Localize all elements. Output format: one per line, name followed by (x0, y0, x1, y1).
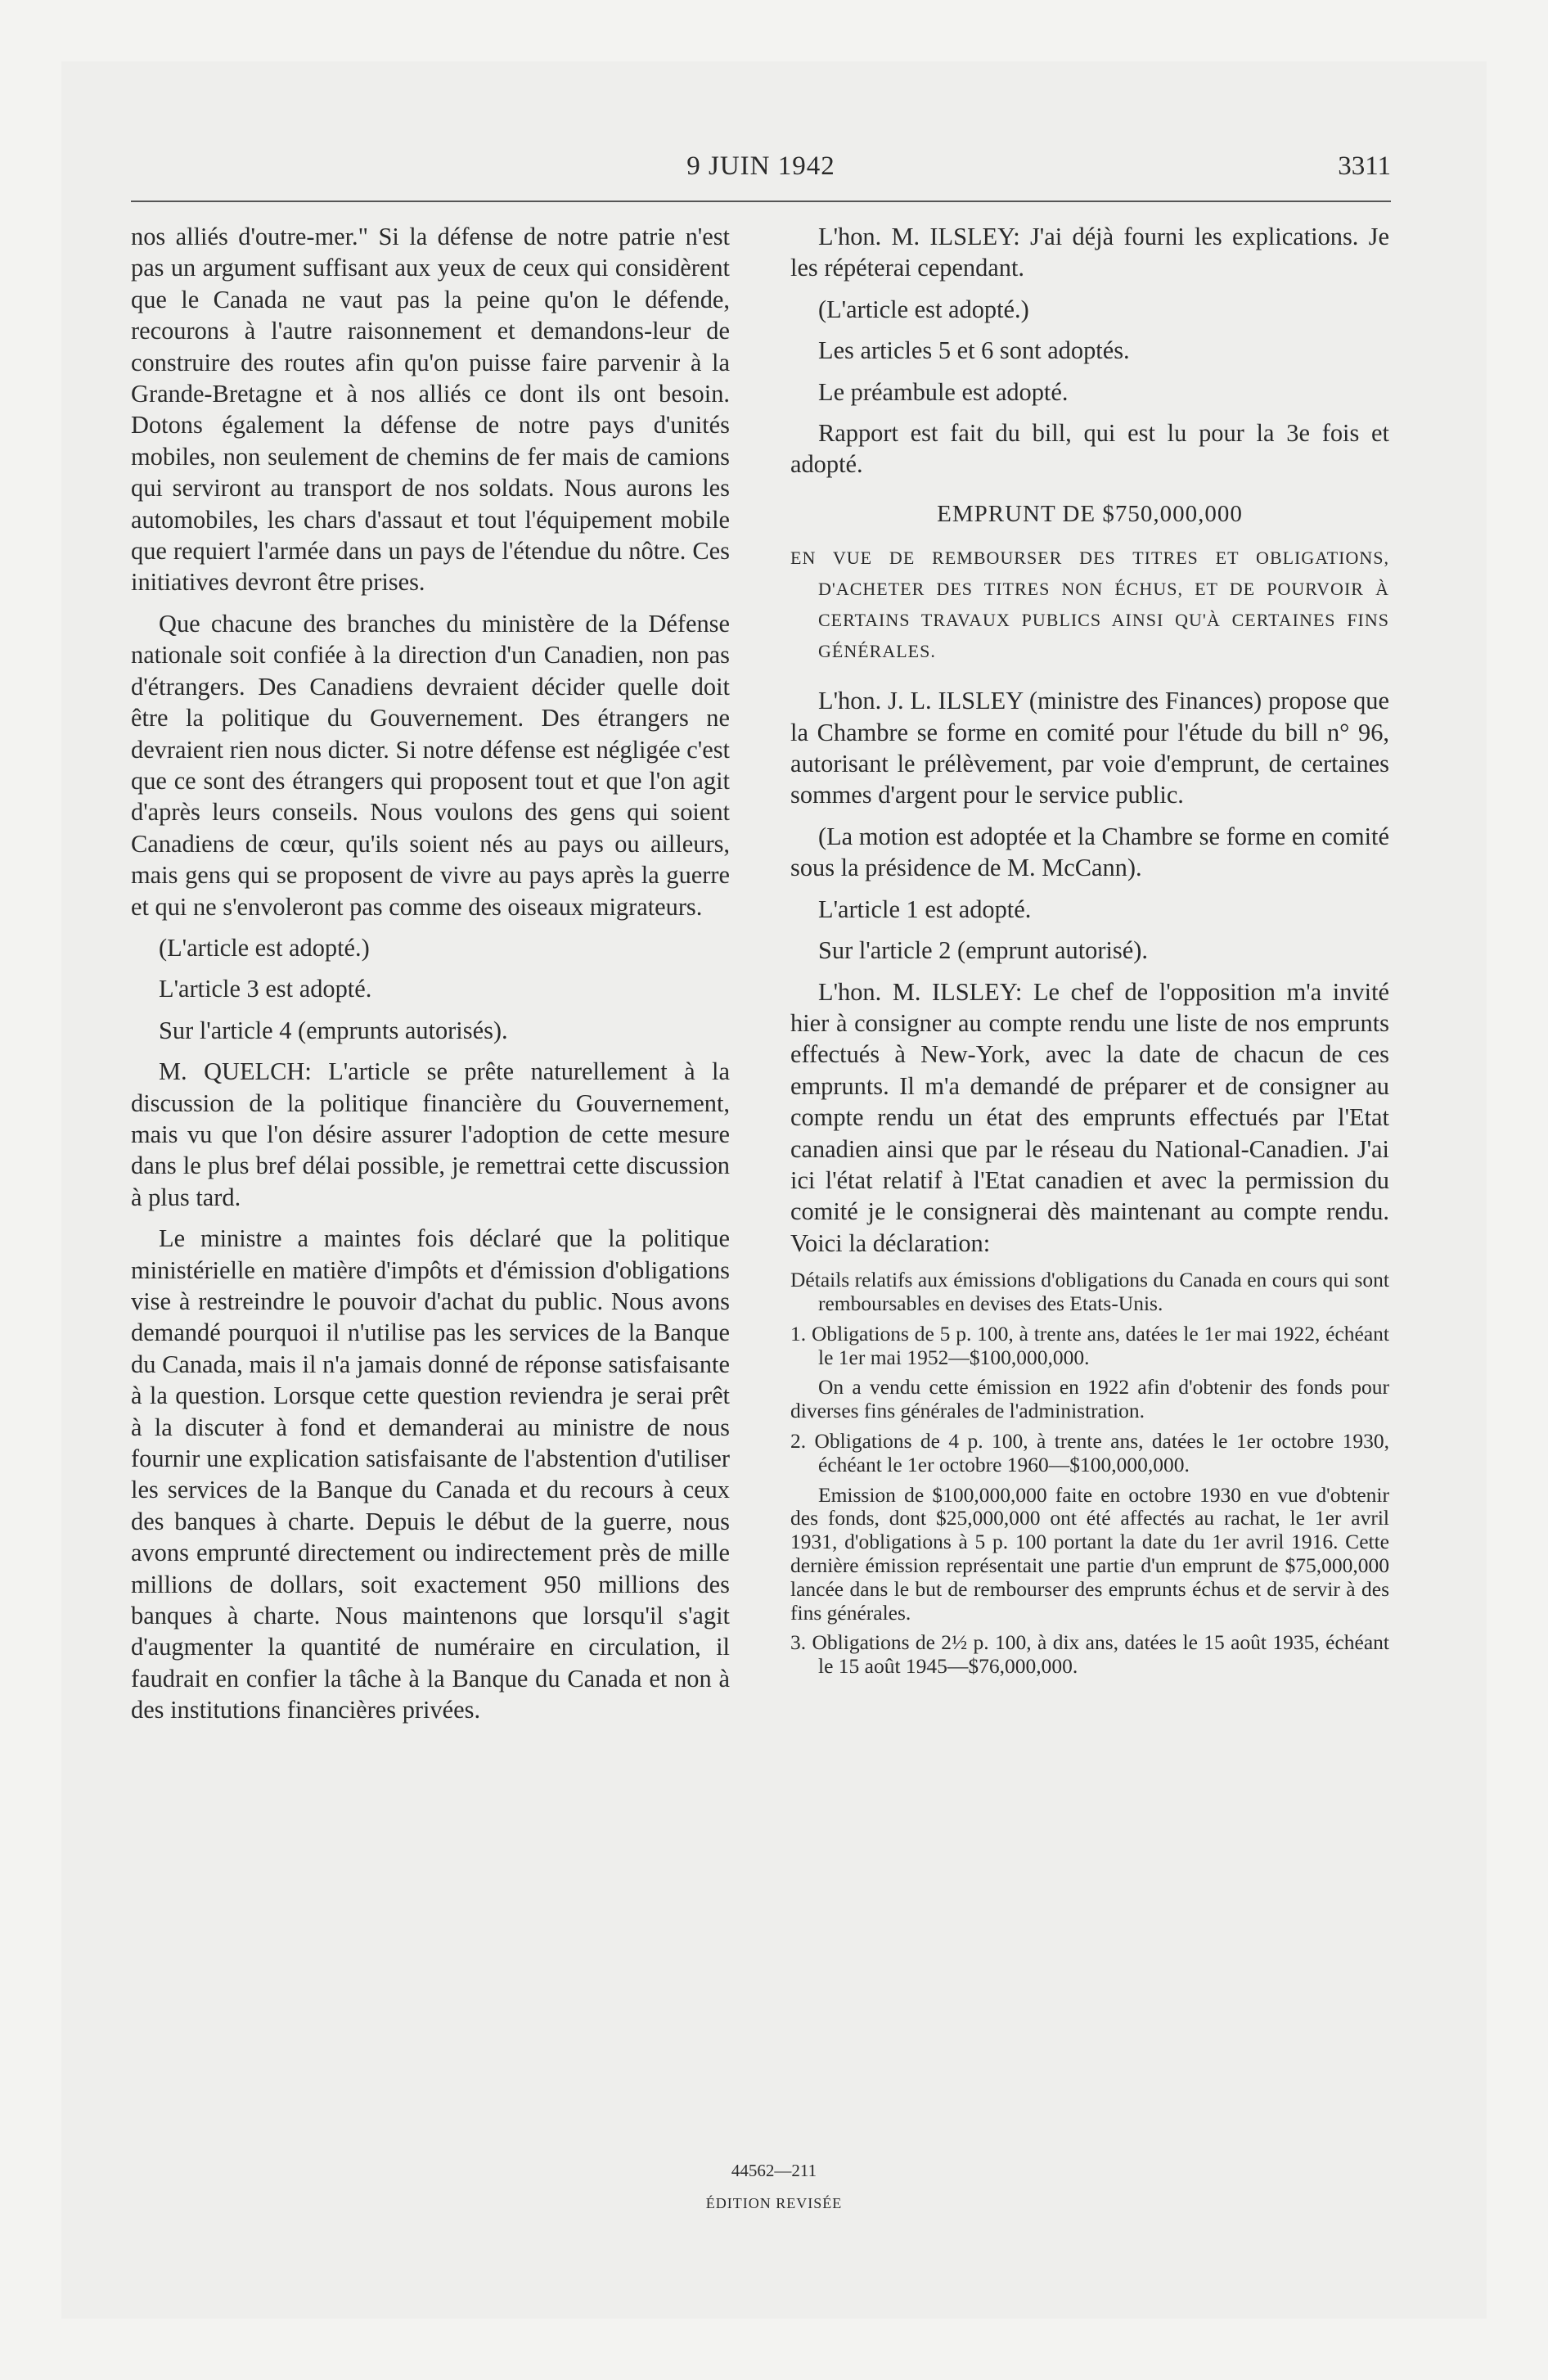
list-note: Emission de $100,000,000 faite en octobre 1930 en vue d'obtenir des fonds, dont $25,000,000 ont été affectés au rachat, le 1er avril 1931, d'obligations à 5 p. 100 portant la date du 1er avril 1916. Cette dernière émission représentait une partie d'un emprunt de $75,000,000 lancée dans le but de rembourser des emprunts échus et de servir à des fins générales. (790, 1482, 1389, 1625)
paragraph: nos alliés d'outre-mer." Si la défense de notre patrie n'est pas un argument suffisant aux yeux de ceux qui considèrent que le Canada ne vaut pas la peine qu'on le défende, recourons à l'autre raisonnement et demandons-leur de construire des routes afin qu'on puisse faire parvenir à la Grande-Bretagne et à nos alliés ce dont ils ont besoin. Dotons également la défense de notre pays d'unités mobiles, non seulement de chemins de fer mais de camions qui serviront au transport de nos soldats. Nous aurons les automobiles, les chars d'assaut et tout l'équipement mobile que requiert l'armée dans un pays de l'étendue du nôtre. Ces initiatives devront être prises. (131, 223, 730, 597)
right-column (790, 221, 1389, 1685)
paragraph: Rapport est fait du bill, qui est lu pour la 3e fois et adopté. (790, 419, 1389, 479)
paragraph: L'hon. J. L. ILSLEY (ministre des Finances) propose que la Chambre se forme en comité pour l'étude du bill n° 96, autorisant le prélèvement, par voie d'emprunt, de certaines sommes d'argent pour le service public. (790, 687, 1389, 809)
section-heading: EMPRUNT DE $750,000,000 (937, 500, 1243, 527)
list-item: 3. Obligations de 2½ p. 100, à dix ans, datées le 15 août 1935, échéant le 15 août 1945—$76,000,000. (790, 1630, 1389, 1679)
paragraph: (L'article est adopté.) (159, 933, 370, 962)
footer-edition: ÉDITION REVISÉE (705, 2195, 843, 2211)
list-item: 2. Obligations de 4 p. 100, à trente ans, datées le 1er octobre 1930, échéant le 1er octobre 1960—$100,000,000. (790, 1428, 1389, 1476)
paragraph: L'hon. M. ILSLEY: Le chef de l'opposition m'a invité hier à consigner au compte rendu une liste de nos emprunts effectués à New-York, avec la date de chacun de ces emprunts. Il m'a demandé de préparer et de consigner au compte rendu un état des emprunts effectués par l'Etat canadien ainsi que par le réseau du National-Canadien. J'ai ici l'état relatif à l'Etat canadien et avec la permission du comité je le consignerai dès maintenant au compte rendu. Voici la déclaration: (790, 977, 1389, 1257)
bond-details (790, 1269, 1389, 1679)
header-rule (131, 201, 1391, 202)
paragraph: (La motion est adoptée et la Chambre se forme en comité sous la présidence de M. McCann). (790, 822, 1389, 882)
paragraph: L'article 3 est adopté. (159, 975, 372, 1003)
paragraph: Sur l'article 4 (emprunts autorisés). (159, 1016, 508, 1044)
paragraph: Le préambule est adopté. (818, 377, 1069, 406)
section-subheading: EN VUE DE REMBOURSER DES TITRES ET OBLIGATIONS, D'ACHETER DES TITRES NON ÉCHUS, ET DE POURVOIR À CERTAINS TRAVAUX PUBLICS AINSI QU'À CERTAINES FINS GÉNÉRALES. (790, 548, 1389, 662)
list-item: 1. Obligations de 5 p. 100, à trente ans, datées le 1er mai 1922, échéant le 1er mai 1952—$100,000,000. (790, 1321, 1389, 1369)
paragraph: L'article 1 est adopté. (818, 895, 1032, 923)
paragraph: Que chacune des branches du ministère de la Défense nationale soit confiée à la direction d'un Canadien, non pas d'étrangers. Des Canadiens devraient décider quelle doit être la politique du Gouvernement. Des étrangers ne devraient rien nous dicter. Si notre défense est négligée c'est que ce sont des étrangers qui proposent tout et que l'on agit d'après leurs conseils. Nous voulons des gens qui soient Canadiens de cœur, qu'ils soient nés au pays ou ailleurs, mais gens qui se proposent de vivre au pays après la guerre et qui ne s'envoleront pas comme des oiseaux migrateurs. (131, 609, 730, 921)
left-column (131, 221, 730, 1736)
paragraph: M. QUELCH: L'article se prête naturellement à la discussion de la politique financière du Gouvernement, mais vu que l'on désire assurer l'adoption de cette mesure dans le plus bref délai possible, je remettrai cette discussion à plus tard. (131, 1057, 730, 1211)
header-page-number: 3311 (1338, 151, 1391, 181)
table-intro: Détails relatifs aux émissions d'obligations du Canada en cours qui sont remboursables en devises des Etats-Unis. (790, 1268, 1389, 1315)
paragraph: Sur l'article 2 (emprunt autorisé). (818, 936, 1148, 965)
paragraph: (L'article est adopté.) (818, 295, 1029, 323)
footer-code: 44562—211 (731, 2161, 817, 2180)
header-date: 9 JUIN 1942 (686, 151, 835, 181)
page-header (131, 151, 1391, 184)
paragraph: L'hon. M. ILSLEY: J'ai déjà fourni les explications. Je les répéterai cependant. (790, 223, 1389, 282)
paragraph: Les articles 5 et 6 sont adoptés. (818, 336, 1130, 365)
list-note: On a vendu cette émission en 1922 afin d'obtenir des fonds pour diverses fins générales de l'administration. (790, 1375, 1389, 1423)
paragraph: Le ministre a maintes fois déclaré que la politique ministérielle en matière d'impôts et d'émission d'obligations vise à restreindre le pouvoir d'achat du public. Nous avons demandé pourquoi il n'utilise pas les services de la Banque du Canada, mais il n'a jamais donné de réponse satisfaisante à la question. Lorsque cette question reviendra je serai prêt à la discuter à fond et demanderai au ministre de nous fournir une explication satisfaisante de l'abstention d'utiliser les services de la Banque du Canada et du recours à ceux des banques à charte. Depuis le début de la guerre, nous avons emprunté directement ou indirectement près de mille millions de dollars, soit exactement 950 millions des banques à charte. Nous maintenons que lorsqu'il s'agit d'augmenter la quantité de numéraire en circulation, il faudrait en confier la tâche à la Banque du Canada et non à des institutions financières privées. (131, 1224, 730, 1724)
